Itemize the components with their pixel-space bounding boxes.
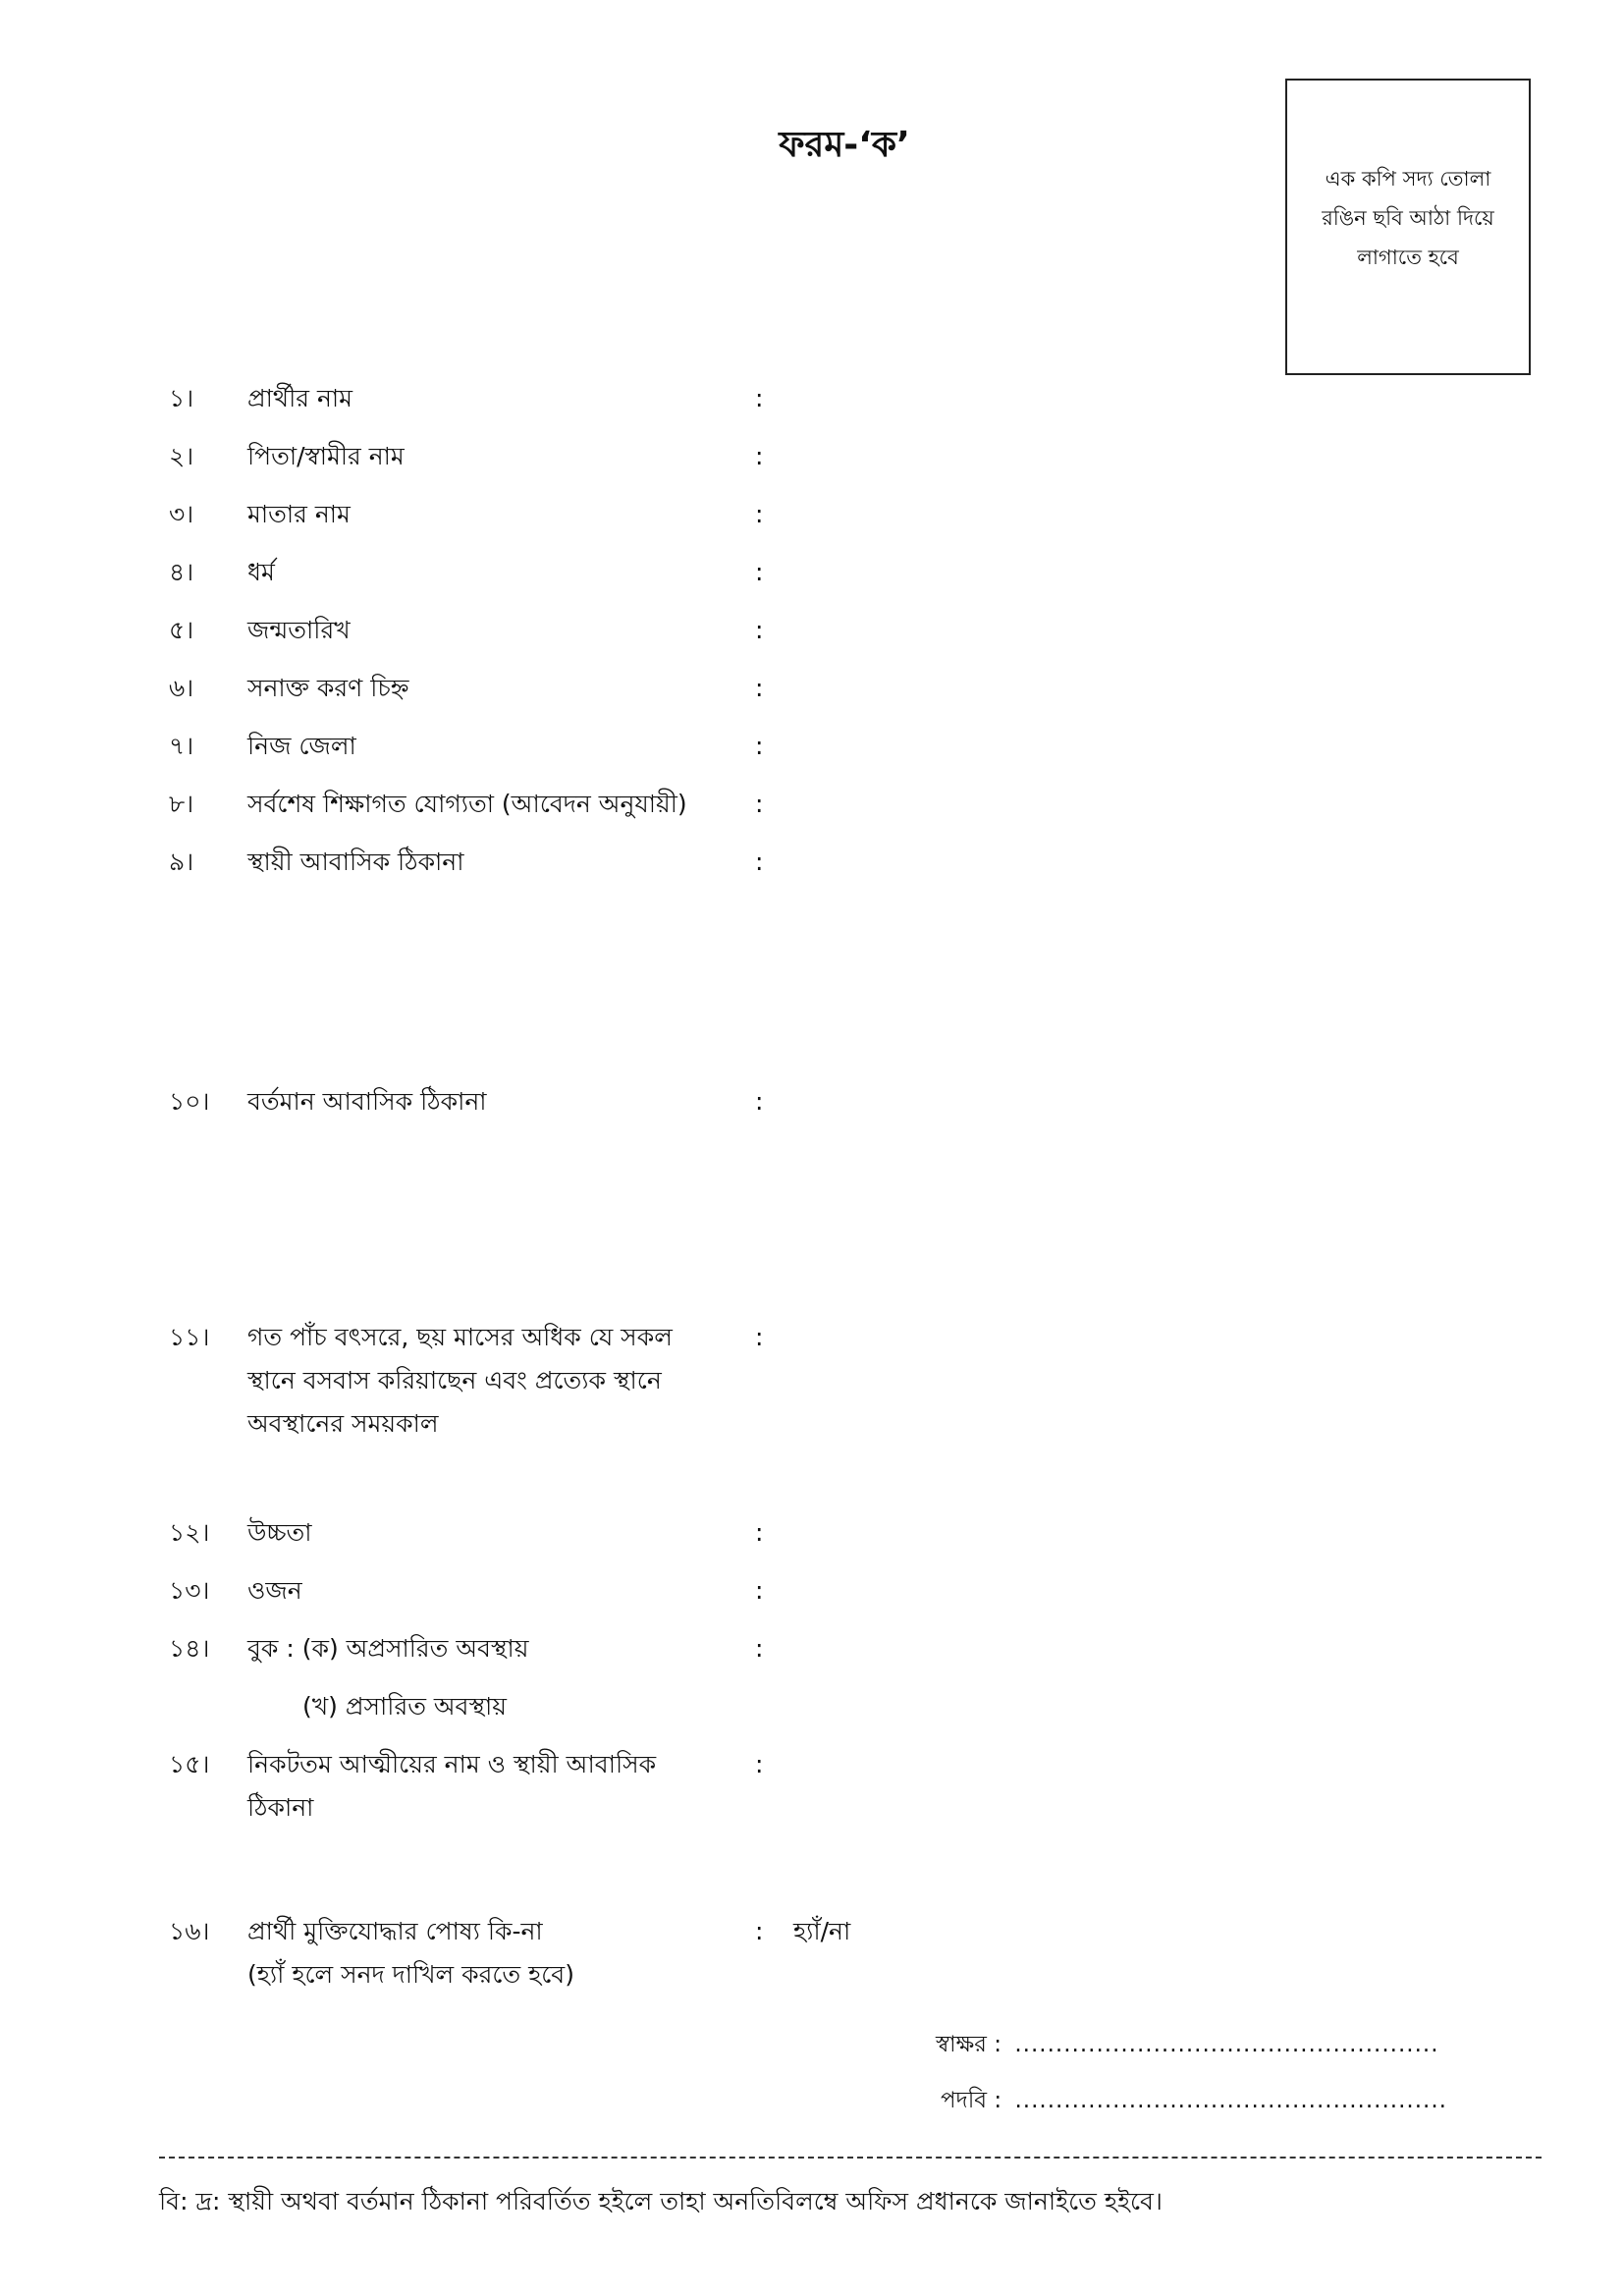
field-number: ১৬।: [169, 1917, 210, 1945]
field-label: বর্তমান আবাসিক ঠিকানা: [247, 1087, 487, 1116]
signature-field[interactable]: ....................................................: [1014, 2032, 1439, 2057]
field-label: নিজ জেলা: [247, 732, 356, 760]
field-number: ১০।: [169, 1087, 210, 1116]
field-number: ১।: [169, 384, 194, 412]
designation-line: [941, 2081, 1447, 2120]
field-colon: :: [755, 1634, 764, 1663]
field-colon: :: [755, 732, 764, 760]
field-colon: :: [755, 500, 764, 528]
field-number: ১৫।: [169, 1750, 210, 1778]
field-label: (খ) প্রসারিত অবস্থায়: [302, 1692, 507, 1721]
field-number: ৬।: [169, 674, 194, 702]
field-label: সর্বশেষ শিক্ষাগত যোগ্যতা (আবেদন অনুযায়ী): [247, 790, 687, 818]
field-colon: :: [755, 616, 764, 644]
yes-no-value[interactable]: হ্যাঁ/না: [793, 1917, 851, 1945]
field-number: ১২।: [169, 1518, 210, 1547]
field-label: গত পাঁচ বৎসরে, ছয় মাসের অধিক যে সকল স্থানে বসবাস করিয়াছেন এবং প্রত্যেক স্থানে অবস্থানের সময়কাল: [247, 1323, 673, 1438]
field-label: মাতার নাম: [247, 500, 351, 528]
photo-placeholder-box: [1285, 79, 1531, 375]
field-colon: :: [755, 1917, 764, 1945]
field-label: জন্মতারিখ: [247, 616, 351, 644]
photo-instruction-text: এক কপি সদ্য তোলা রঙিন ছবি আঠা দিয়ে লাগাতে হবে: [1322, 167, 1494, 269]
field-number: ১৩।: [169, 1576, 210, 1605]
field-colon: :: [755, 558, 764, 586]
field-number: ৪।: [169, 558, 194, 586]
field-number: ২।: [169, 442, 194, 470]
field-number: ৮।: [169, 790, 194, 818]
field-number: ১৪।: [169, 1634, 210, 1663]
signature-label: স্বাক্ষর :: [936, 2032, 1002, 2057]
field-number: ৭।: [169, 732, 194, 760]
field-label: বুক : (ক) অপ্রসারিত অবস্থায়: [247, 1634, 529, 1663]
field-number: ৫।: [169, 616, 194, 644]
field-colon: :: [755, 847, 764, 876]
field-colon: :: [755, 1323, 764, 1351]
field-number: ১১।: [169, 1323, 210, 1351]
footer-note: বি: দ্র: স্থায়ী অথবা বর্তমান ঠিকানা পরিবর্তিত হইলে তাহা অনতিবিলম্বে অফিস প্রধানকে জানাইতে হইবে।: [159, 2187, 1163, 2215]
designation-field[interactable]: .....................................................: [1014, 2088, 1447, 2113]
field-label: ওজন: [247, 1576, 302, 1605]
field-colon: :: [755, 790, 764, 818]
field-colon: :: [755, 384, 764, 412]
field-label: নিকটতম আত্মীয়ের নাম ও স্থায়ী আবাসিক ঠিকানা: [247, 1750, 657, 1822]
field-label: প্রার্থী মুক্তিযোদ্ধার পোষ্য কি-না (হ্যাঁ হলে সনদ দাখিল করতে হবে): [247, 1917, 574, 1989]
field-label: উচ্চতা: [247, 1518, 312, 1547]
field-colon: :: [755, 674, 764, 702]
field-colon: :: [755, 1750, 764, 1778]
dashed-divider: [159, 2157, 1542, 2159]
field-label: সনাক্ত করণ চিহ্ন: [247, 674, 409, 702]
field-number: ৯।: [169, 847, 194, 876]
field-number: ৩।: [169, 500, 194, 528]
field-label: ধর্ম: [247, 558, 275, 586]
field-colon: :: [755, 1576, 764, 1605]
form-title: ফরম-‘ক’: [779, 125, 910, 165]
field-colon: :: [755, 442, 764, 470]
field-label: স্থায়ী আবাসিক ঠিকানা: [247, 847, 464, 876]
field-label: প্রার্থীর নাম: [247, 384, 353, 412]
field-colon: :: [755, 1087, 764, 1116]
field-colon: :: [755, 1518, 764, 1547]
signature-line: [936, 2025, 1439, 2064]
field-label: পিতা/স্বামীর নাম: [247, 442, 405, 470]
designation-label: পদবি :: [941, 2088, 1002, 2113]
